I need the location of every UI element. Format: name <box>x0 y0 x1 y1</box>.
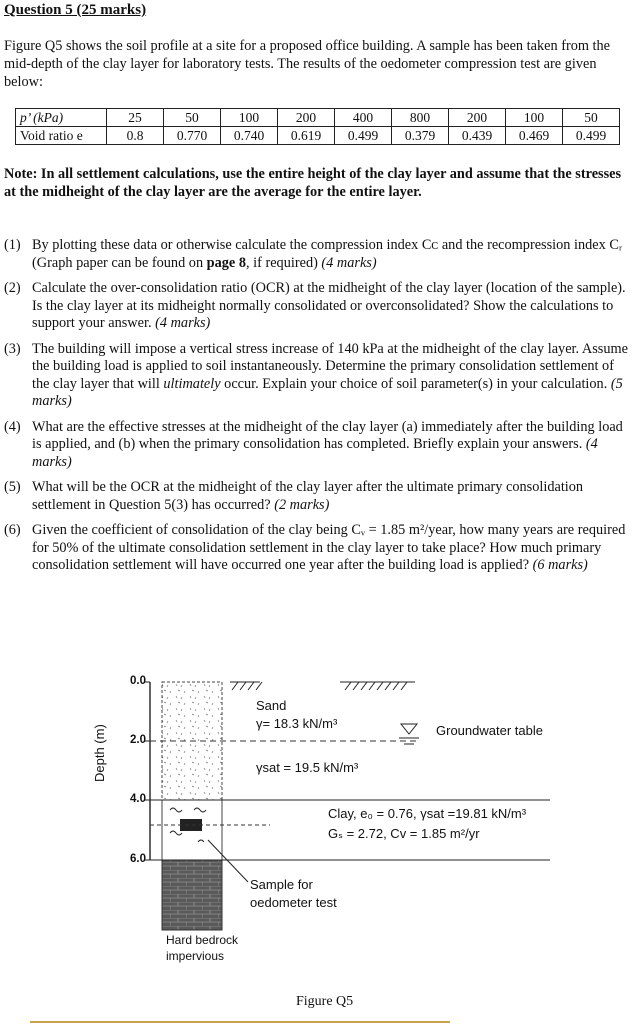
question-item: (3) The building will impose a vertical stress increase of 140 kPa at the midheight of the clay layer. Assume the building load is applied to soil instantaneously. Determine the primary consolidation settlement of the clay layer that will ultimately occur. Explain your choice of soil parameter(s) in your calculation. (5 marks) <box>4 340 628 409</box>
table-header-void-ratio: Void ratio e <box>16 127 107 145</box>
table-cell: 0.770 <box>164 127 221 145</box>
question-item: (6) Given the coefficient of consolidation of the clay being Cᵥ = 1.85 m²/year, how many years are required for 50% of the ultimate consolidation settlement in the clay layer to take place? How much primary consolidation settlement will have occurred one year after the building load is applied? (6 marks) <box>4 522 626 573</box>
table-cell: 100 <box>221 109 278 127</box>
question-number: (2) <box>4 280 21 296</box>
question-number: (5) <box>4 479 21 495</box>
depth-tick-label: 6.0 <box>130 853 146 865</box>
depth-tick-label: 4.0 <box>130 793 146 805</box>
sample-block <box>180 819 202 831</box>
table-row-pressure <box>16 109 620 127</box>
sand-unit-weight: γ= 18.3 kN/m³ <box>256 716 338 731</box>
intro-paragraph: Figure Q5 shows the soil profile at a site for a proposed office building. A sample has been taken from the mid-depth of the clay layer for laboratory tests. The results of the oedometer compression test are given below: <box>4 38 611 90</box>
sample-label-line1: Sample for <box>250 877 313 892</box>
table-cell: 400 <box>335 109 392 127</box>
question-item: (2) Calculate the over-consolidation ratio (OCR) at the midheight of the clay layer (location of the sample). Is the clay layer at its midheight normally consolidated or overconsolidated? Show the calculations to support your answer. (4 marks) <box>4 280 626 331</box>
clay-properties-line2: Gₛ = 2.72, Cv = 1.85 m²/yr <box>328 826 480 841</box>
bedrock-layer <box>162 860 222 930</box>
table-cell: 200 <box>278 109 335 127</box>
question-list <box>4 237 634 583</box>
question-item: (4) What are the effective stresses at the midheight of the clay layer (a) immediately after the building load is applied, and (b) when the primary consolidation has completed. Briefly explain your answers. (4 marks) <box>4 418 623 470</box>
clay-properties-line1: Clay, e₀ = 0.76, γsat =19.81 kN/m³ <box>328 806 527 821</box>
question-item: (5) What will be the OCR at the midheight of the clay layer after the ultimate primary consolidation settlement in Question 5(3) has occurred? (2 marks) <box>4 479 584 513</box>
depth-axis-label: Depth (m) <box>92 724 107 782</box>
table-cell: 50 <box>563 109 620 127</box>
ground-surface-left <box>230 682 262 690</box>
depth-tick-label: 0.0 <box>130 675 146 687</box>
figure-caption: Figure Q5 <box>296 994 354 1009</box>
table-cell: 0.619 <box>278 127 335 145</box>
question-number: (3) <box>4 340 21 357</box>
sample-label-line2: oedometer test <box>250 895 337 910</box>
table-cell: 800 <box>392 109 449 127</box>
table-row-void-ratio <box>16 127 620 145</box>
depth-tick-label: 2.0 <box>130 734 146 746</box>
groundwater-label: Groundwater table <box>436 723 543 738</box>
water-table-triangle-icon <box>401 724 417 734</box>
table-cell: 50 <box>164 109 221 127</box>
page-bottom-rule <box>30 1021 450 1023</box>
table-cell: 0.8 <box>107 127 164 145</box>
table-cell: 25 <box>107 109 164 127</box>
question-number: (1) <box>4 237 21 253</box>
bedrock-label-line1: Hard bedrock <box>166 933 239 947</box>
sand-saturated-unit-weight: γsat = 19.5 kN/m³ <box>256 760 359 775</box>
table-cell: 0.740 <box>221 127 278 145</box>
ground-surface-right <box>340 682 415 690</box>
sand-label: Sand <box>256 698 287 713</box>
settlement-note: Note: In all settlement calculations, use the entire height of the clay layer and assume that the stresses at the midheight of the clay layer are the average for the entire layer. <box>4 166 622 200</box>
table-header-pressure: p’ (kPa) <box>16 109 107 127</box>
soil-profile-figure <box>90 670 590 970</box>
table-cell: 200 <box>449 109 506 127</box>
table-cell: 100 <box>506 109 563 127</box>
table-cell: 0.499 <box>335 127 392 145</box>
oedometer-table <box>15 108 620 145</box>
bedrock-label-line2: impervious <box>166 949 225 963</box>
question-number: (4) <box>4 418 21 435</box>
question-title: Question 5 (25 marks) <box>4 2 147 18</box>
table-cell: 0.439 <box>449 127 506 145</box>
question-number: (6) <box>4 522 21 538</box>
table-cell: 0.469 <box>506 127 563 145</box>
table-cell: 0.379 <box>392 127 449 145</box>
table-cell: 0.499 <box>563 127 620 145</box>
question-item: (1) By plotting these data or otherwise calculate the compression index Cᴄ and the recompression index Cᵣ (Graph paper can be found on page 8, if required) (4 marks) <box>4 237 623 271</box>
